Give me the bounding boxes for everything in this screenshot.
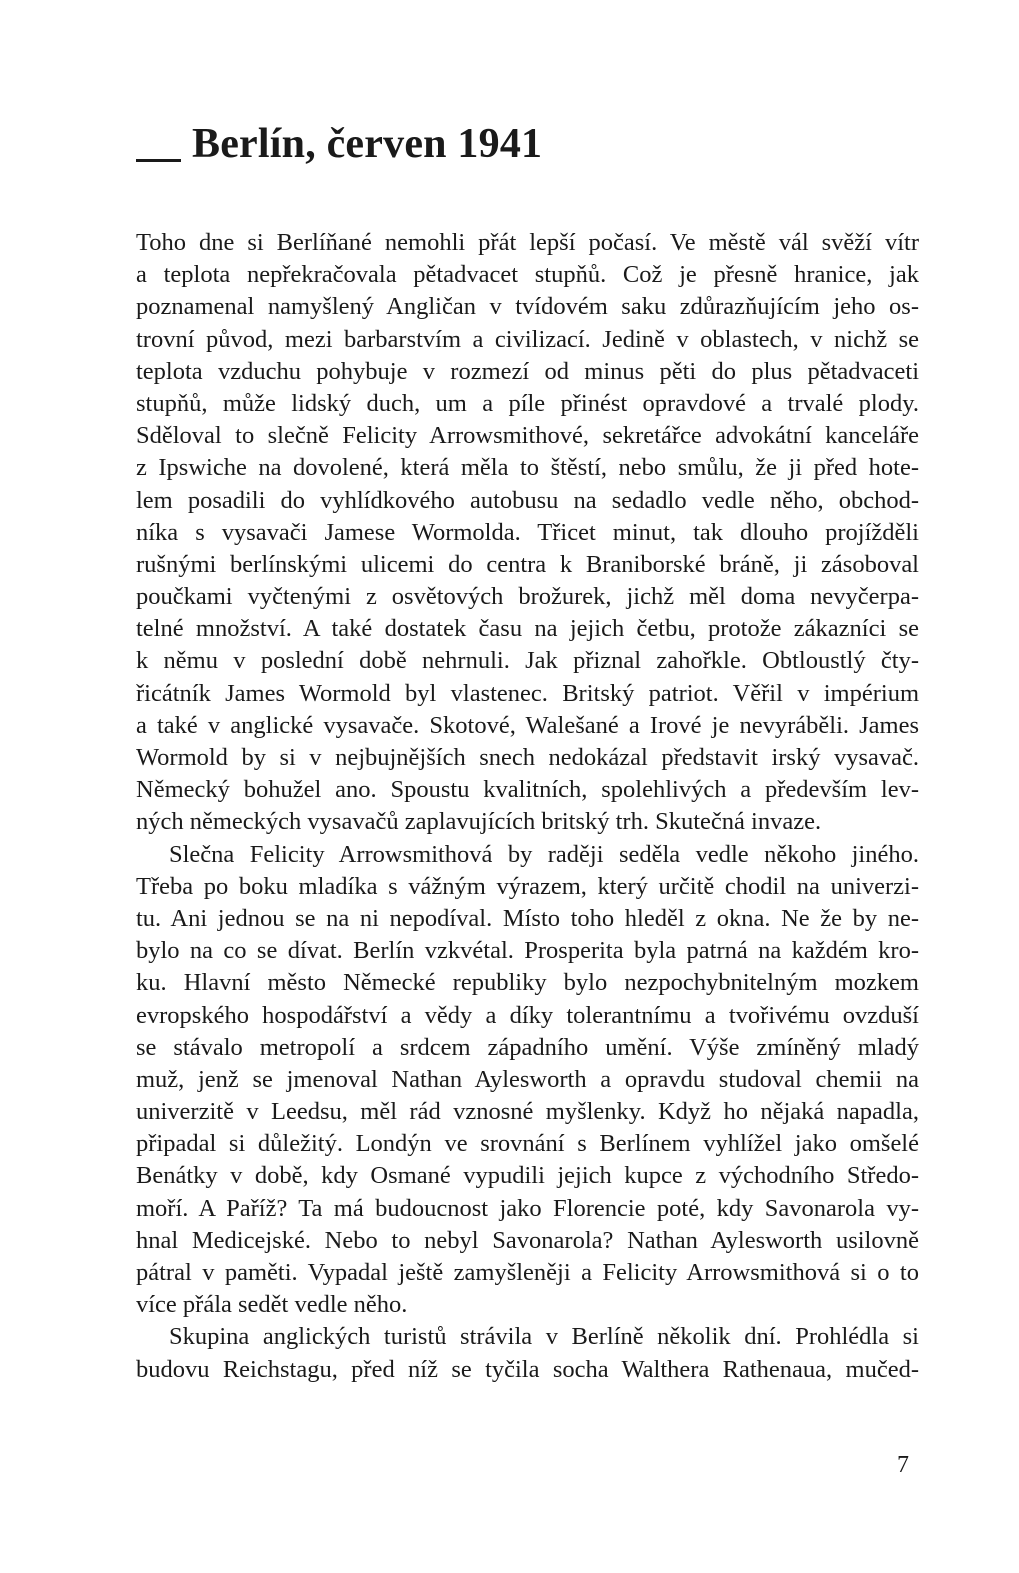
page-number: 7 [897, 1452, 909, 1478]
text-line: evropského hospodářství a vědy a díky tolerantnímu a tvořivému ovzduší [136, 1001, 919, 1029]
text-line: a také v anglické vysavače. Skotové, Walešané a Irové je nevyráběli. James [136, 711, 919, 739]
text-line: hnal Medicejské. Nebo to nebyl Savonarola? Nathan Aylesworth usilovně [136, 1226, 919, 1254]
text-line: bylo na co se dívat. Berlín vzkvétal. Prosperita byla patrná na každém kro- [136, 937, 919, 965]
text-line: Toho dne si Berlíňané nemohli přát lepší počasí. Ve městě vál svěží vítr [136, 229, 919, 256]
text-line: ných německých vysavačů zaplavujících britský trh. Skutečná invaze. [136, 808, 822, 836]
text-line: pátral v paměti. Vypadal ještě zamyšleněji a Felicity Arrowsmithová si o to [136, 1259, 919, 1286]
chapter-title: Berlín, červen 1941 [192, 121, 543, 167]
chapter-heading [136, 118, 896, 178]
text-line: k němu v poslední době nehrnuli. Jak přiznal zahořkle. Obtloustlý čty- [136, 647, 919, 675]
body-text [136, 227, 919, 1386]
text-line: tu. Ani jednou se na ni nepodíval. Místo toho hleděl z okna. Ne že by ne- [136, 904, 919, 932]
text-line: Benátky v době, kdy Osmané vypudili jejich kupce z východního Středo- [136, 1162, 919, 1190]
text-line: stupňů, může lidský duch, um a píle přinést opravdové a trvalé plody. [136, 389, 919, 417]
text-line: univerzitě v Leedsu, měl rád vznosné myšlenky. Když ho nějaká napadla, [136, 1098, 919, 1126]
text-line: a teplota nepřekračovala pětadvacet stupňů. Což je přesně hranice, jak [136, 261, 919, 289]
text-line: níka s vysavači Jamese Wormolda. Třicet minut, tak dlouho projížděli [136, 518, 919, 546]
text-line: Skupina anglických turistů strávila v Berlíně několik dní. Prohlédla si [169, 1323, 919, 1351]
text-line: poučkami vyčtenými z osvětových brožurek, jichž měl doma nevyčerpa- [136, 583, 919, 611]
text-line: Sděloval to slečně Felicity Arrowsmithové, sekretářce advokátní kanceláře [136, 422, 919, 450]
text-line: Slečna Felicity Arrowsmithová by raději seděla vedle někoho jiného. [169, 840, 919, 868]
text-line: budovu Reichstagu, před níž se tyčila socha Walthera Rathenaua, mučed- [136, 1355, 919, 1383]
text-line: více přála sedět vedle něho. [136, 1291, 408, 1319]
text-line: teplota vzduchu pohybuje v rozmezí od minus pěti do plus pětadvaceti [136, 357, 919, 385]
heading-dash [136, 159, 181, 162]
text-line: připadal si důležitý. Londýn ve srovnání s Berlínem vyhlížel jako omšelé [136, 1130, 919, 1158]
text-line: trovní původ, mezi barbarstvím a civilizací. Jedině v oblastech, v nichž se [136, 325, 919, 353]
text-line: muž, jenž se jmenoval Nathan Aylesworth a opravdu studoval chemii na [136, 1065, 919, 1093]
text-line: řicátník James Wormold byl vlastenec. Britský patriot. Věřil v impérium [136, 679, 919, 707]
text-line: se stávalo metropolí a srdcem západního umění. Výše zmíněný mladý [136, 1033, 919, 1061]
text-line: moří. A Paříž? Ta má budoucnost jako Florencie poté, kdy Savonarola vy- [136, 1194, 919, 1222]
text-line: Třeba po boku mladíka s vážným výrazem, který určitě chodil na univerzi- [136, 872, 919, 900]
text-line: Německý bohužel ano. Spoustu kvalitních, spolehlivých a především lev- [136, 776, 919, 804]
text-line: lem posadili do vyhlídkového autobusu na sedadlo vedle něho, obchod- [136, 486, 919, 514]
text-line: Wormold by si v nejbujnějších snech nedokázal představit irský vysavač. [136, 744, 919, 771]
text-line: z Ipswiche na dovolené, která měla to štěstí, nebo smůlu, že ji před hote- [136, 454, 919, 482]
text-line: poznamenal namyšlený Angličan v tvídovém saku zdůrazňujícím jeho os- [136, 293, 919, 321]
text-line: telné množství. A také dostatek času na jejich četbu, protože zákazníci se [136, 615, 919, 643]
text-line: rušnými berlínskými ulicemi do centra k Braniborské bráně, ji zásoboval [136, 550, 919, 578]
text-line: ku. Hlavní město Německé republiky bylo nezpochybnitelným mozkem [136, 969, 919, 997]
